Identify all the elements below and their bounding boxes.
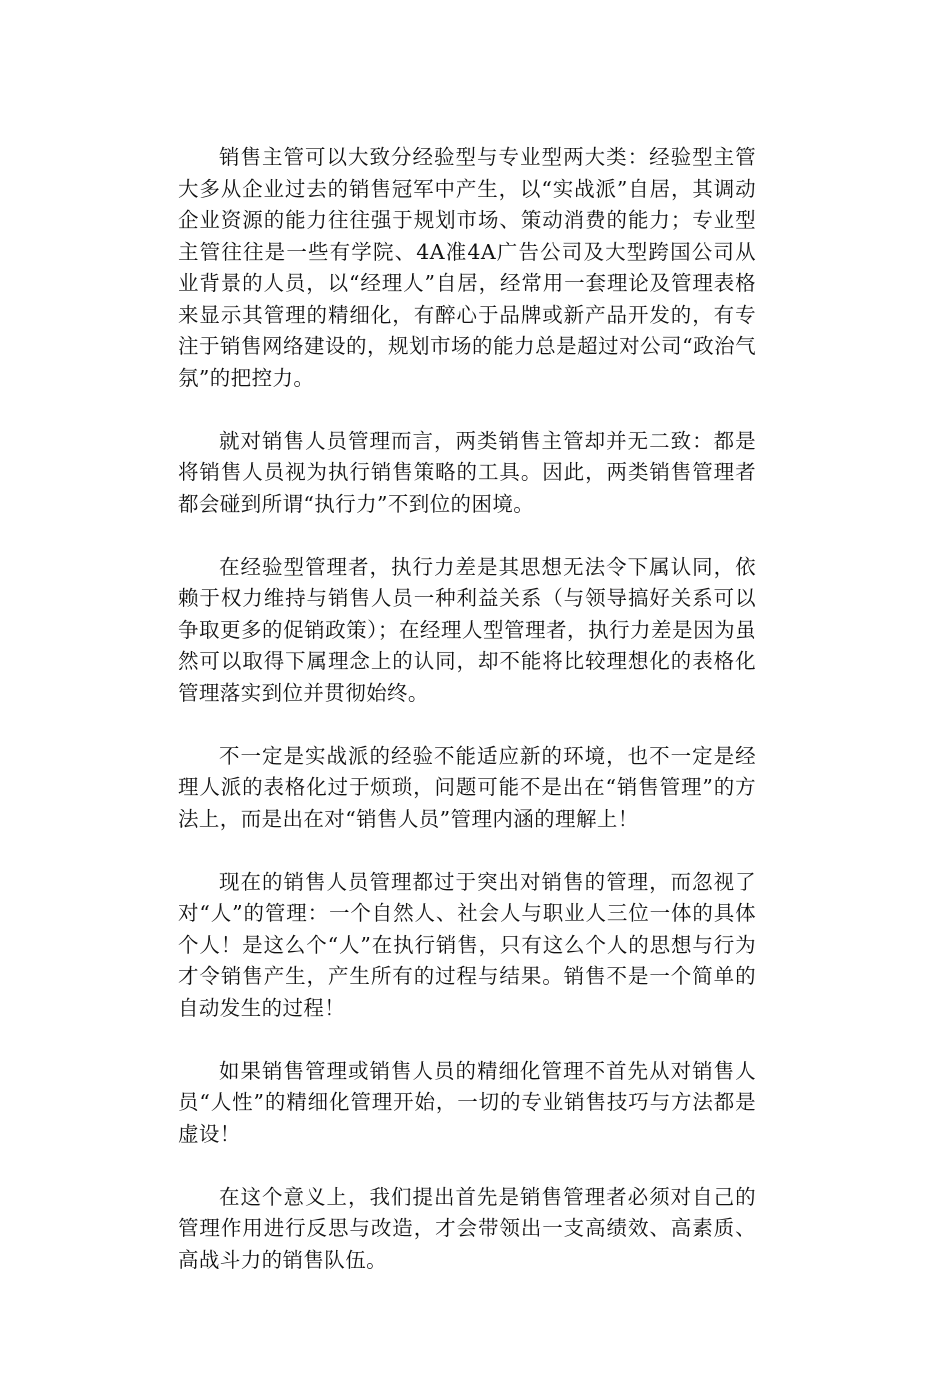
paragraph-4: 不一定是实战派的经验不能适应新的环境，也不一定是经理人派的表格化过于烦琐，问题可能不是出在“销售管理”的方法上，而是出在对“销售人员”管理内涵的理解上！ bbox=[178, 743, 756, 831]
paragraph-1: 销售主管可以大致分经验型与专业型两大类：经验型主管大多从企业过去的销售冠军中产生，以“实战派”自居，其调动企业资源的能力往往强于规划市场、策动消费的能力；专业型主管往往是一些有学院、4A准4A广告公司及大型跨国公司从业背景的人员，以“经理人”自居，经常用一套理论及管理表格来显示其管理的精细化，有醉心于品牌或新产品开发的，有专注于销售网络建设的，规划市场的能力总是超过对公司“政治气氛”的把控力。 bbox=[178, 145, 756, 390]
document-body bbox=[178, 142, 756, 1276]
paragraph-5: 现在的销售人员管理都过于突出对销售的管理，而忽视了对“人”的管理：一个自然人、社会人与职业人三位一体的具体个人！是这么个“人”在执行销售，只有这么个人的思想与行为才令销售产生，产生所有的过程与结果。销售不是一个简单的自动发生的过程！ bbox=[178, 869, 756, 1020]
paragraph-7: 在这个意义上，我们提出首先是销售管理者必须对自己的管理作用进行反思与改造，才会带领出一支高绩效、高素质、高战斗力的销售队伍。 bbox=[178, 1184, 756, 1272]
paragraph-2: 就对销售人员管理而言，两类销售主管却并无二致：都是将销售人员视为执行销售策略的工具。因此，两类销售管理者都会碰到所谓“执行力”不到位的困境。 bbox=[178, 428, 756, 516]
paragraph-3: 在经验型管理者，执行力差是其思想无法令下属认同，依赖于权力维持与销售人员一种利益关系（与领导搞好关系可以争取更多的促销政策）；在经理人型管理者，执行力差是因为虽然可以取得下属理念上的认同，却不能将比较理想化的表格化管理落实到位并贯彻始终。 bbox=[178, 554, 756, 705]
paragraph-6: 如果销售管理或销售人员的精细化管理不首先从对销售人员“人性”的精细化管理开始，一切的专业销售技巧与方法都是虚设！ bbox=[178, 1058, 756, 1146]
